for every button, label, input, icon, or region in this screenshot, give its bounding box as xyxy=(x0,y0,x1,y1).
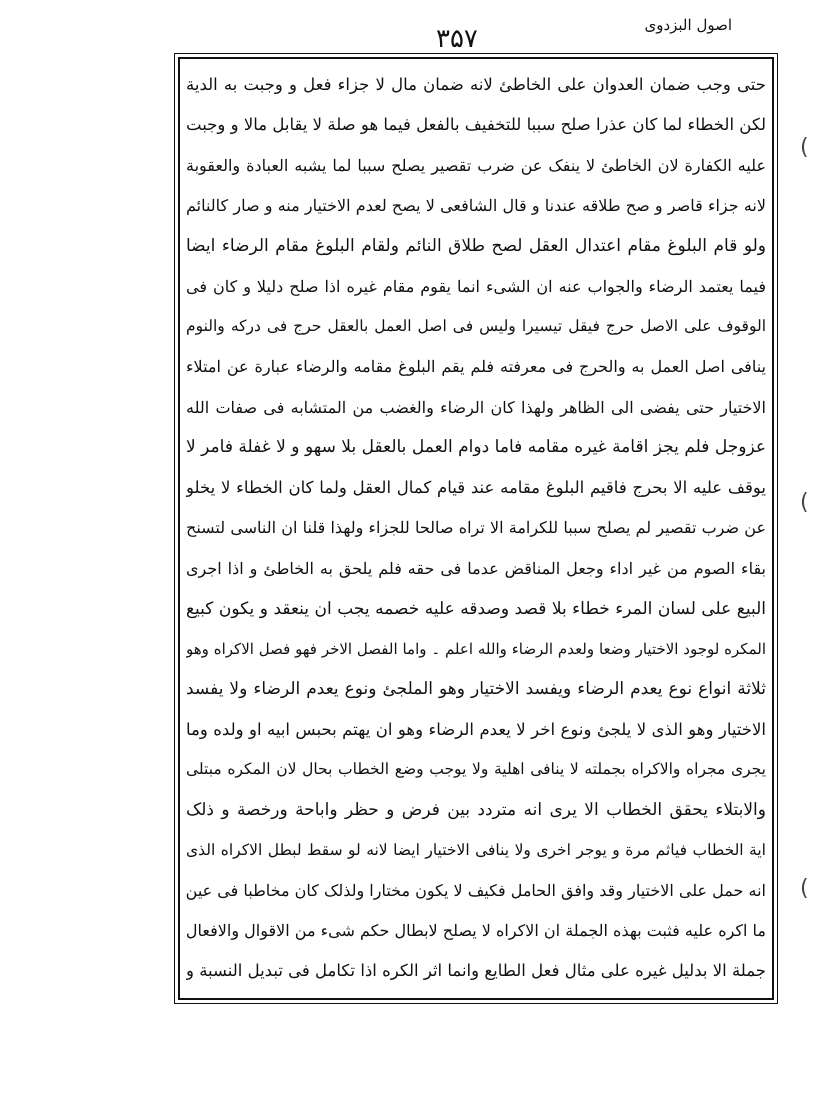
text-line xyxy=(186,186,766,226)
text-line-content: حتی وجب ضمان العدوان علی الخاطئ لانه ضمان مال لا جزاء فعل و وجبت به الدیة xyxy=(186,74,766,94)
text-line xyxy=(186,549,766,589)
text-line xyxy=(186,669,766,709)
text-line xyxy=(186,750,766,790)
text-line-content: جملة الا بدلیل غیره علی مثال فعل الطایع وانما اثر الکره اذا تکامل فی تبدیل النسبة و xyxy=(186,961,766,981)
margin-mark: ( xyxy=(800,135,809,160)
text-line-content: بقاء الصوم من غیر اداء وجعل المناقض عدما فی حقه فلم یلحق به الخاطئ و اذا اجری xyxy=(186,558,766,578)
text-line xyxy=(186,831,766,871)
text-line xyxy=(186,911,766,951)
text-line-content: ایة الخطاب فیاثم مرة و یوجر اخری ولا ینافی الاختیار ایضا لانه لو سقط لبطل الاکراه الذی xyxy=(186,841,766,860)
text-line xyxy=(186,589,766,629)
text-line-content: علیه الکفارة لان الخاطئ لا ینفک عن ضرب تقصیر یصلح سببا لما یشبه العبادة والعقوبة xyxy=(186,155,766,175)
text-line xyxy=(186,790,766,830)
text-line xyxy=(186,428,766,468)
text-line-content: یوقف علیه الا بحرج فاقیم البلوغ مقامه عند قیام کمال العقل ولما کان الخطاء لا یخلو xyxy=(186,477,766,497)
text-line xyxy=(186,266,766,306)
text-line-content: الاختیار حتی یفضی الی الظاهر ولهذا کان الرضاء والغضب من المتشابه فی صفات الله xyxy=(186,397,766,417)
text-line xyxy=(186,710,766,750)
text-line-content: عزوجل فلم یجز اقامة غیره مقامه فاما دوام العمل بالعقل بلا سهو و لا غفلة فامر لا xyxy=(186,437,766,458)
text-line-content: البیع علی لسان المرء خطاء بلا قصد وصدقه علیه خصمه یجب ان ینعقد و یکون کبیع xyxy=(186,598,766,619)
text-line-content: الاختیار وهو الذی لا یلجئ ونوع اخر لا یعدم الرضاء وهو ان یهتم بحبس ابیه او ولده وما xyxy=(186,719,766,739)
text-body xyxy=(186,65,766,992)
text-line xyxy=(186,226,766,266)
text-line-content: الوقوف علی الاصل حرج فیقل تیسیرا ولیس فی اصل العمل بالعقل حرج فی درکه والنوم xyxy=(186,317,766,336)
text-line-content: ما اکره علیه فثبت بهذه الجملة ان الاکراه لا یصلح لابطال حکم شیء من الاقوال والافعال xyxy=(186,921,766,941)
text-line-content: لانه جزاء قاصر و صح طلاقه عندنا و قال الشافعی لا یصح لعدم الاختیار منه و صار کالنائم xyxy=(186,196,766,216)
margin-mark: ( xyxy=(800,876,809,901)
text-line-content: یجری مجراه والاکراه بجملته لا ینافی اهلیة ولا یوجب وضع الخطاب بحال لان المکره مبتلی xyxy=(186,760,766,779)
text-line-content: والابتلاء یحقق الخطاب الا یری انه متردد بین فرض و حظر واباحة ورخصة و ذلک xyxy=(186,799,766,820)
text-line xyxy=(186,629,766,669)
text-line-content: فیما یعتمد الرضاء والجواب عنه ان الشیء انما یقوم مقام غیره اذا صلح دلیلا و کان فی xyxy=(186,276,766,296)
text-line-content: ینافی اصل العمل به والحرج فی معرفته فلم یقم البلوغ مقامه والرضاء عبارة عن امتلاء xyxy=(186,357,766,377)
text-frame xyxy=(178,57,774,1000)
text-line xyxy=(186,347,766,387)
text-line xyxy=(186,307,766,347)
text-line xyxy=(186,65,766,105)
page-number: ۳۵۷ xyxy=(436,24,478,54)
page-header xyxy=(0,0,818,60)
text-line-content: المکره لوجود الاختیار وضعا ولعدم الرضاء والله اعلم ۔ واما الفصل الاخر فهو فصل الاکراه وهو xyxy=(186,639,766,658)
running-title: اصول البزدوی xyxy=(644,16,732,34)
text-line xyxy=(186,105,766,145)
text-line xyxy=(186,508,766,548)
text-line-content: ولو قام البلوغ مقام اعتدال العقل لصح طلاق النائم ولقام البلوغ مقام الرضاء ایضا xyxy=(186,235,766,256)
text-line xyxy=(186,952,766,992)
text-line-content: عن ضرب تقصیر لم یصلح سببا للکرامة الا تراه صالحا للجزاء ولهذا قلنا ان الناسی لتسنح xyxy=(186,518,766,538)
text-line-content: ثلاثة انواع نوع یعدم الرضاء ویفسد الاختیار وهو الملجئ ونوع یعدم الرضاء ولا یفسد xyxy=(186,679,766,700)
text-line xyxy=(186,468,766,508)
text-line-content: لکن الخطاء لما کان عذرا صلح سببا للتخفیف بالفعل فیما هو صلة لا یقابل مالا و وجبت xyxy=(186,115,766,135)
text-line xyxy=(186,387,766,427)
margin-mark: ( xyxy=(800,490,809,515)
text-line xyxy=(186,871,766,911)
text-line-content: انه حمل علی الاختیار وقد وافق الحامل فکیف لا یکون مختارا ولذلک کان مخاطبا فی عین xyxy=(186,881,766,901)
text-line xyxy=(186,146,766,186)
